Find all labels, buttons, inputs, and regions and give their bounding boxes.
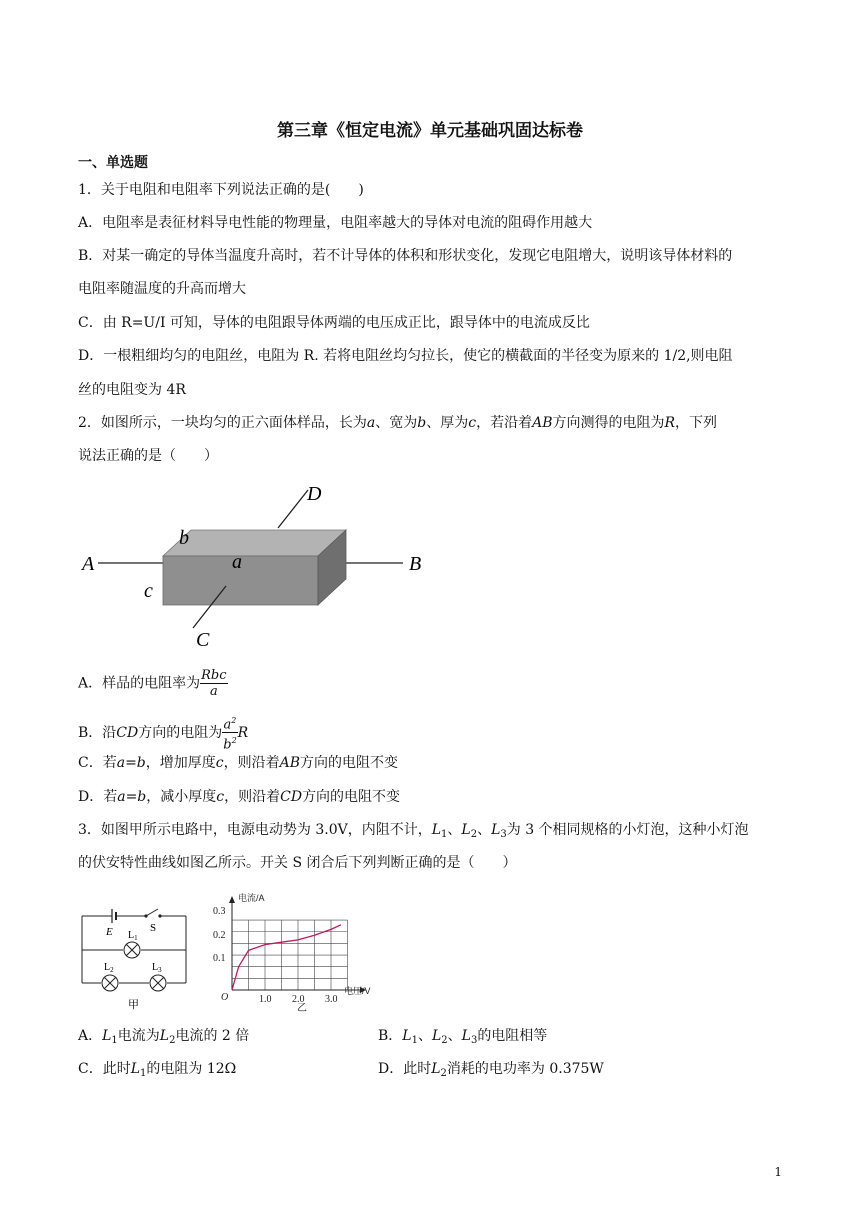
section-heading: 一、单选题 [78, 155, 148, 171]
q2-stem-line1: 2．如图所示，一块均匀的正六面体样品，长为a、宽为b、厚为c，若沿着AB方向测得的电阻为R，下列 [78, 415, 718, 431]
block-figure [78, 478, 438, 650]
q2-option-a: A．样品的电阻率为 $\frac{\text{Rbc}}{a}$ [78, 668, 227, 699]
q3-option-b: B．$L_1$、$L_2$、$L_3$的电阻相等 [378, 1028, 548, 1046]
q1-option-a: A．电阻率是表征材料导电性能的物理量，电阻率越大的导体对电流的阻碍作用越大 [78, 215, 593, 231]
page-number: 1 [774, 1165, 782, 1179]
block-top-face [163, 530, 346, 556]
switch-blade [146, 909, 158, 916]
q3-stem-line1: 3．如图甲所示电路中，电源电动势为 3.0V，内阻不计，$L_1$、$L_2$、$L_3$为 3 个相同规格的小灯泡，这种小灯泡 [78, 822, 749, 840]
chart-grid [232, 920, 348, 990]
label-s: S [150, 922, 157, 934]
q1-option-c: C．由 R=U/I 可知，导体的电阻跟导体两端的电压成正比，跟导体中的电流成反比 [78, 315, 590, 331]
x-axis-label: 电压/V [344, 986, 371, 996]
q1-option-d-line1: D．一根粗细均匀的电阻丝，电阻为 R. 若将电阻丝均匀拉长，使它的横截面的半径变为原来的 1/2,则电阻 [78, 348, 733, 364]
q1-option-b-line1: B．对某一确定的导体当温度升高时，若不计导体的体积和形状变化，发现它电阻增大，说明该导体材料的 [78, 248, 733, 264]
q2-option-d: D．若a=b，减小厚度c，则沿着CD方向的电阻不变 [78, 789, 401, 805]
lead-d-line [278, 490, 308, 528]
fraction-rbc-over-a: $\frac{\text{Rbc}}{a}$ [201, 668, 227, 699]
label-C: C [196, 629, 210, 650]
label-a: a [232, 551, 242, 573]
q2-option-c: C．若a=b，增加厚度c，则沿着AB方向的电阻不变 [78, 755, 399, 771]
graph-caption: 乙 [297, 1003, 307, 1012]
page-title: 第三章《恒定电流》单元基础巩固达标卷 [277, 121, 583, 141]
q3-option-a: A．$L_1$电流为$L_2$电流的 2 倍 [78, 1028, 250, 1046]
q2-option-b: B．沿CD方向的电阻为 $\frac{a^2}{b^2}$ R [78, 713, 248, 753]
x-tick-3-0: 3.0 [325, 994, 338, 1005]
q2-stem-line2: 说法正确的是（ ） [78, 448, 218, 464]
q1-option-d-line2: 丝的电阻变为 4R [78, 382, 186, 398]
iv-curve-chart [210, 892, 390, 1012]
q3-option-c: C．此时$L_1$的电阻为 12Ω [78, 1061, 237, 1079]
label-B: B [409, 553, 422, 575]
y-tick-0-1: 0.1 [213, 953, 226, 964]
q3-stem-line2: 的伏安特性曲线如图乙所示。开关 S 闭合后下列判断正确的是（ ） [78, 855, 517, 871]
y-tick-0-2: 0.2 [213, 930, 226, 941]
q1-stem: 1．关于电阻和电阻率下列说法正确的是( ) [78, 182, 364, 198]
q3-option-d: D．此时$L_2$消耗的电功率为 0.375W [378, 1061, 604, 1079]
label-b: b [179, 527, 189, 549]
label-D: D [307, 483, 322, 505]
y-axis-label: 电流/A [238, 893, 265, 903]
circuit-diagram [78, 898, 198, 1013]
x-tick-2-0: 2.0 [292, 994, 305, 1005]
x-tick-1-0: 1.0 [259, 994, 272, 1005]
label-l1: $L_1$ [128, 930, 138, 942]
label-e: E [106, 926, 113, 938]
circuit-caption: 甲 [128, 999, 139, 1011]
label-l3: $L_3$ [152, 962, 162, 974]
origin-label: O [221, 992, 229, 1003]
label-c: c [144, 580, 153, 602]
q1-option-b-line2: 电阻率随温度的升高而增大 [78, 281, 246, 297]
y-tick-0-3: 0.3 [213, 906, 226, 917]
y-axis-arrow [229, 896, 235, 903]
label-l2: $L_2$ [104, 962, 114, 974]
fraction-a2-over-b2: $\frac{a^2}{b^2}$ [222, 713, 237, 753]
label-A: A [82, 553, 95, 575]
